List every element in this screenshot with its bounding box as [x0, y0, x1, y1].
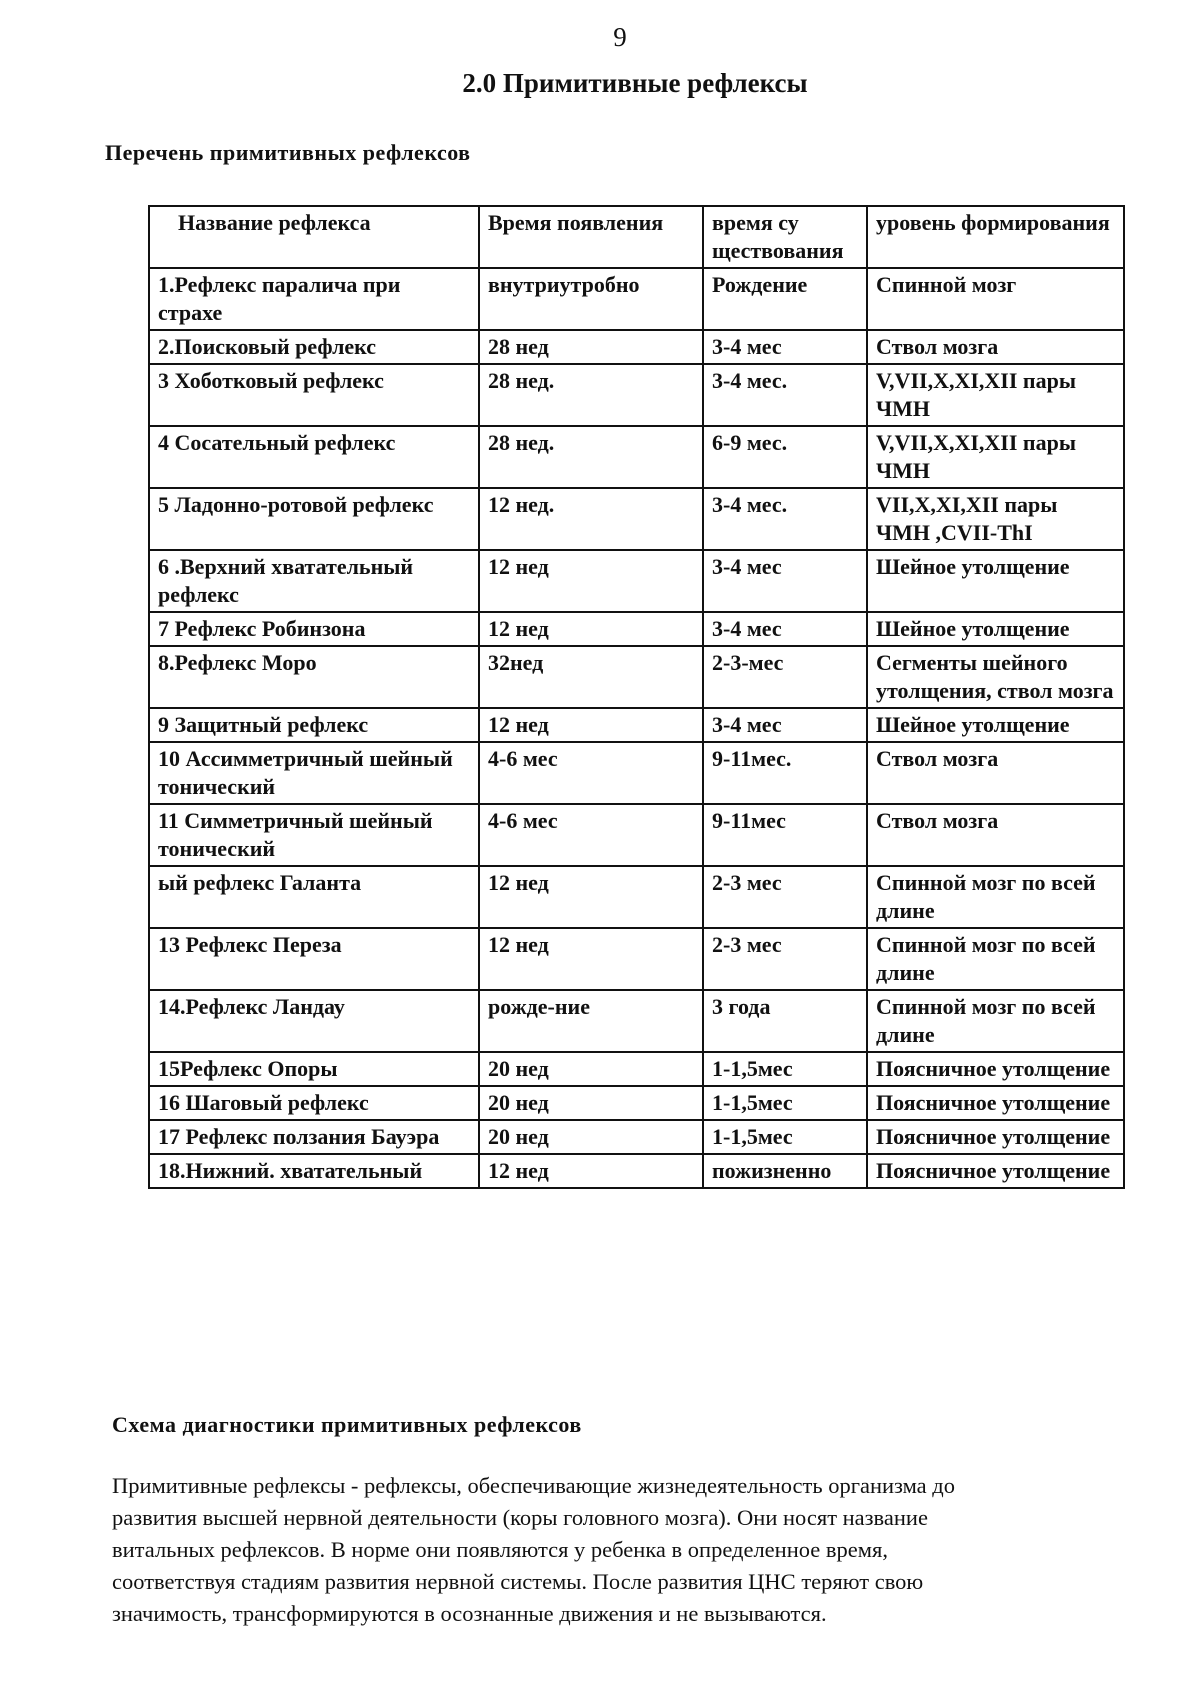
table-row: [149, 426, 1124, 488]
cell-appearance-time: 12 нед: [479, 708, 703, 742]
header-formation-level: уровень формирования: [867, 206, 1124, 268]
paragraph-line: соответствуя стадиям развития нервной системы. После развития ЦНС теряют свою: [112, 1569, 924, 1594]
paragraph-line: Примитивные рефлексы - рефлексы, обеспечивающие жизнедеятельность организма до: [112, 1473, 955, 1498]
cell-reflex-name: 4 Сосательный рефлекс: [149, 426, 479, 488]
cell-reflex-name: 11 Симметричный шейный тонический: [149, 804, 479, 866]
header-appearance-time: Время появления: [479, 206, 703, 268]
cell-appearance-time: 28 нед.: [479, 364, 703, 426]
table-row: [149, 928, 1124, 990]
table-row: [149, 488, 1124, 550]
cell-appearance-time: 28 нед.: [479, 426, 703, 488]
intro-paragraph: [112, 1470, 1142, 1630]
cell-formation-level: Спинной мозг: [867, 268, 1124, 330]
paragraph-line: развития высшей нервной деятельности (коры головного мозга). Они носят название: [112, 1505, 928, 1530]
cell-appearance-time: 12 нед: [479, 866, 703, 928]
header-reflex-name: Название рефлекса: [149, 206, 479, 268]
cell-existence-time: 1-1,5мес: [703, 1052, 867, 1086]
cell-existence-time: 2-3 мес: [703, 928, 867, 990]
table-body: [149, 268, 1124, 1188]
table-row: [149, 1120, 1124, 1154]
cell-appearance-time: внутриутробно: [479, 268, 703, 330]
cell-formation-level: Шейное утолщение: [867, 612, 1124, 646]
cell-reflex-name: 9 Защитный рефлекс: [149, 708, 479, 742]
cell-formation-level: Сегменты шейного утолщения, ствол мозга: [867, 646, 1124, 708]
cell-appearance-time: 20 нед: [479, 1120, 703, 1154]
cell-formation-level: VII,X,XI,XII пары ЧМН ,CVII-ThI: [867, 488, 1124, 550]
cell-existence-time: пожизненно: [703, 1154, 867, 1188]
cell-formation-level: Ствол мозга: [867, 330, 1124, 364]
cell-formation-level: Ствол мозга: [867, 804, 1124, 866]
cell-appearance-time: рожде-ние: [479, 990, 703, 1052]
cell-appearance-time: 12 нед: [479, 612, 703, 646]
cell-appearance-time: 4-6 мес: [479, 804, 703, 866]
table-row: [149, 364, 1124, 426]
cell-existence-time: 2-3-мес: [703, 646, 867, 708]
cell-existence-time: 9-11мес.: [703, 742, 867, 804]
cell-formation-level: Поясничное утолщение: [867, 1086, 1124, 1120]
cell-appearance-time: 4-6 мес: [479, 742, 703, 804]
cell-existence-time: 3-4 мес: [703, 330, 867, 364]
table-row: [149, 1052, 1124, 1086]
table-header-row: [149, 206, 1124, 268]
cell-formation-level: V,VII,X,XI,XII пары ЧМН: [867, 364, 1124, 426]
cell-reflex-name: 3 Хоботковый рефлекс: [149, 364, 479, 426]
reflex-table: [148, 205, 1125, 1189]
table-row: [149, 1086, 1124, 1120]
table-subtitle: Перечень примитивных рефлексов: [105, 140, 471, 165]
cell-existence-time: 3-4 мес.: [703, 488, 867, 550]
cell-formation-level: Ствол мозга: [867, 742, 1124, 804]
cell-appearance-time: 12 нед.: [479, 488, 703, 550]
cell-existence-time: 3-4 мес: [703, 708, 867, 742]
cell-appearance-time: 32нед: [479, 646, 703, 708]
cell-existence-time: Рождение: [703, 268, 867, 330]
cell-reflex-name: 5 Ладонно-ротовой рефлекс: [149, 488, 479, 550]
table-row: [149, 708, 1124, 742]
cell-existence-time: 2-3 мес: [703, 866, 867, 928]
cell-reflex-name: 7 Рефлекс Робинзона: [149, 612, 479, 646]
cell-existence-time: 3-4 мес.: [703, 364, 867, 426]
cell-reflex-name: 10 Ассимметричный шейный тонический: [149, 742, 479, 804]
cell-reflex-name: 13 Рефлекс Переза: [149, 928, 479, 990]
cell-reflex-name: 18.Нижний. хватательный: [149, 1154, 479, 1188]
cell-formation-level: Шейное утолщение: [867, 550, 1124, 612]
table-row: [149, 330, 1124, 364]
table-row: [149, 550, 1124, 612]
table-row: [149, 612, 1124, 646]
cell-reflex-name: 16 Шаговый рефлекс: [149, 1086, 479, 1120]
cell-reflex-name: 2.Поисковый рефлекс: [149, 330, 479, 364]
cell-reflex-name: 1.Рефлекс паралича при страхе: [149, 268, 479, 330]
cell-appearance-time: 20 нед: [479, 1052, 703, 1086]
cell-reflex-name: 14.Рефлекс Ландау: [149, 990, 479, 1052]
cell-appearance-time: 12 нед: [479, 1154, 703, 1188]
cell-formation-level: V,VII,X,XI,XII пары ЧМН: [867, 426, 1124, 488]
table-row: [149, 646, 1124, 708]
table-row: [149, 1154, 1124, 1188]
cell-existence-time: 3-4 мес: [703, 612, 867, 646]
cell-reflex-name: 8.Рефлекс Моро: [149, 646, 479, 708]
cell-formation-level: Спинной мозг по всей длине: [867, 866, 1124, 928]
cell-reflex-name: 17 Рефлекс ползания Бауэра: [149, 1120, 479, 1154]
paragraph-line: витальных рефлексов. В норме они появляются у ребенка в определенное время,: [112, 1537, 888, 1562]
cell-reflex-name: 6 .Верхний хватательный рефлекс: [149, 550, 479, 612]
cell-formation-level: Поясничное утолщение: [867, 1052, 1124, 1086]
cell-reflex-name: ый рефлекс Галанта: [149, 866, 479, 928]
cell-existence-time: 1-1,5мес: [703, 1086, 867, 1120]
cell-formation-level: Поясничное утолщение: [867, 1154, 1124, 1188]
table-row: [149, 742, 1124, 804]
diagnostics-title: Схема диагностики примитивных рефлексов: [112, 1412, 582, 1437]
cell-appearance-time: 20 нед: [479, 1086, 703, 1120]
cell-existence-time: 9-11мес: [703, 804, 867, 866]
cell-appearance-time: 12 нед: [479, 550, 703, 612]
cell-existence-time: 6-9 мес.: [703, 426, 867, 488]
table-row: [149, 268, 1124, 330]
section-title: 2.0 Примитивные рефлексы: [462, 68, 808, 98]
cell-formation-level: Спинной мозг по всей длине: [867, 990, 1124, 1052]
cell-formation-level: Поясничное утолщение: [867, 1120, 1124, 1154]
cell-formation-level: Спинной мозг по всей длине: [867, 928, 1124, 990]
table-row: [149, 866, 1124, 928]
header-existence-time: время су ществования: [703, 206, 867, 268]
page-number: 9: [613, 22, 627, 52]
cell-existence-time: 3-4 мес: [703, 550, 867, 612]
cell-existence-time: 3 года: [703, 990, 867, 1052]
table-row: [149, 990, 1124, 1052]
cell-appearance-time: 28 нед: [479, 330, 703, 364]
table-row: [149, 804, 1124, 866]
paragraph-line: значимость, трансформируются в осознанные движения и не вызываются.: [112, 1601, 827, 1626]
cell-reflex-name: 15Рефлекс Опоры: [149, 1052, 479, 1086]
cell-formation-level: Шейное утолщение: [867, 708, 1124, 742]
cell-appearance-time: 12 нед: [479, 928, 703, 990]
cell-existence-time: 1-1,5мес: [703, 1120, 867, 1154]
